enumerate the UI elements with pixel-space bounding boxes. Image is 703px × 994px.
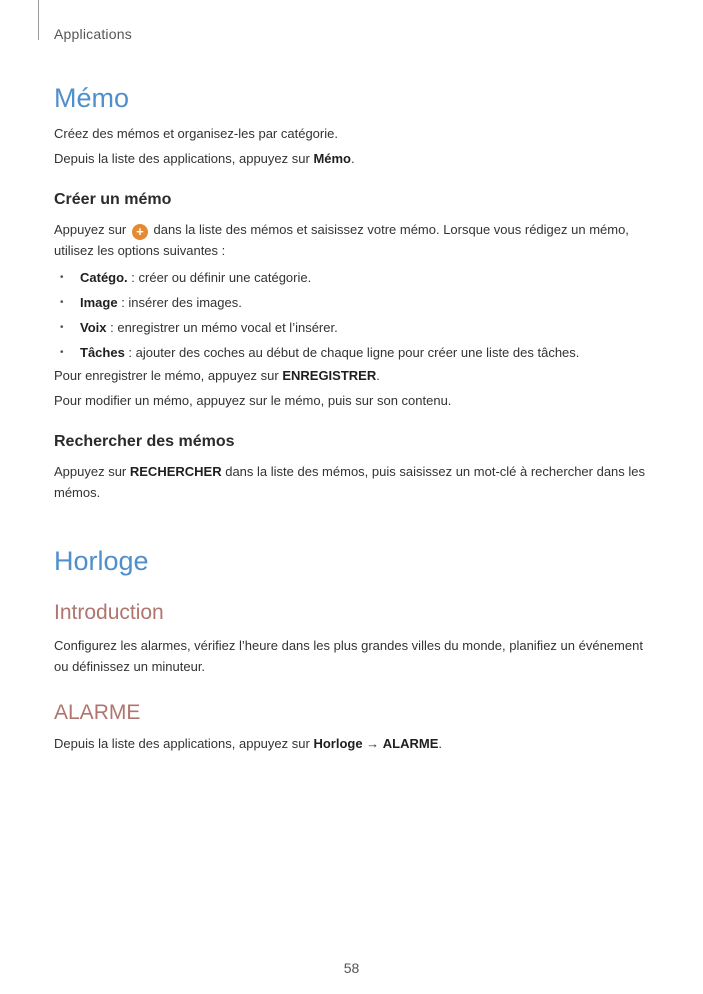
memo-intro: Créez des mémos et organisez-les par catégorie.	[54, 126, 338, 141]
alarm-tab-label: ALARME	[382, 736, 439, 751]
clock-title: Horloge	[54, 546, 149, 576]
search-memo-heading: Rechercher des mémos	[54, 433, 235, 450]
page-content	[54, 80, 654, 754]
list-item: • Catégo. : créer ou définir une catégorie.	[54, 265, 654, 290]
list-item: • Voix : enregistrer un mémo vocal et l’insérer.	[54, 315, 654, 340]
chapter-title: Applications	[54, 26, 132, 42]
save-button-label: ENREGISTRER	[282, 368, 377, 383]
header-divider	[38, 0, 39, 40]
memo-options-list	[54, 265, 654, 365]
create-memo-heading: Créer un mémo	[54, 191, 172, 208]
alarm-instruction: Depuis la liste des applications, appuyez sur Horloge → ALARME.	[54, 736, 443, 751]
memo-app-name: Mémo	[313, 151, 351, 166]
clock-intro-text: Configurez les alarmes, vérifiez l’heure dans les plus grandes villes du monde, planifiez un événement ou définissez un minuteur.	[54, 638, 643, 674]
search-button-label: RECHERCHER	[129, 464, 222, 479]
edit-instruction: Pour modifier un mémo, appuyez sur le mémo, puis sur son contenu.	[54, 393, 452, 408]
list-item: • Image : insérer des images.	[54, 290, 654, 315]
alarm-heading: ALARME	[54, 701, 141, 724]
memo-title: Mémo	[54, 83, 130, 113]
search-memo-instruction: Appuyez sur RECHERCHER dans la liste des mémos, puis saisissez un mot-clé à rechercher dans les mémos.	[54, 464, 646, 500]
page-number: 58	[343, 960, 360, 976]
save-instruction: Pour enregistrer le mémo, appuyez sur ENREGISTRER.	[54, 368, 380, 383]
clock-intro-heading: Introduction	[54, 601, 164, 624]
create-memo-instruction: Appuyez sur + dans la liste des mémos et saisissez votre mémo. Lorsque vous rédigez un mémo, utilisez les options suivantes :	[54, 222, 629, 258]
plus-icon: +	[132, 224, 148, 240]
clock-app-name: Horloge	[313, 736, 363, 751]
list-item: • Tâches : ajouter des coches au début de chaque ligne pour créer une liste des tâches.	[54, 340, 654, 365]
memo-launch-instruction: Depuis la liste des applications, appuyez sur Mémo.	[54, 151, 355, 166]
arrow-icon: →	[362, 736, 383, 751]
